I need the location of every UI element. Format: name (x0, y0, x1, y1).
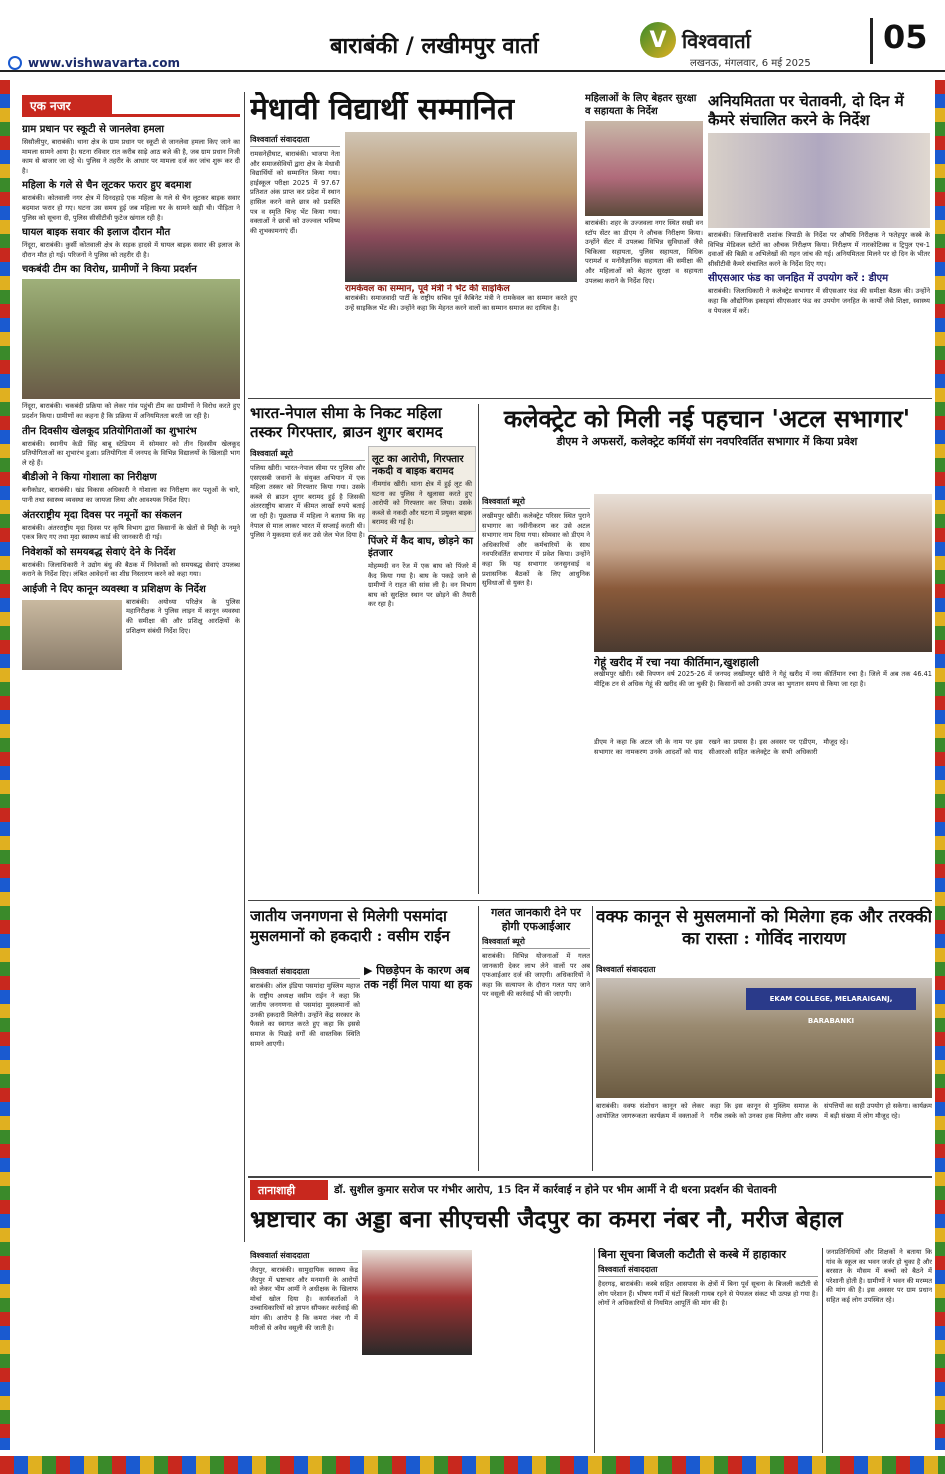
story-byline: विश्ववार्ता संवाददाता (250, 966, 360, 979)
ig-meeting-photo (22, 600, 122, 670)
brief-body: बाराबंकी। कोतवाली नगर क्षेत्र में दिनदहाड़े एक महिला के गले से चैन लूटकर बाइक सवार बदमाश फरार हो गए। घटना उस समय हुई जब महिला घर के सामने खड़ी थी। पीड़िता ने पुलिस को सूचना दी, पुलिस सीसीटीवी फुटेज खंगाल रही है। (22, 194, 240, 222)
story-body: हैदरगढ़, बाराबंकी। कस्बे सहित आसपास के क्षेत्रों में बिना पूर्व सूचना के बिजली कटौती से लोग परेशान हैं। भीषण गर्मी में घंटों बिजली गायब रहने से पेयजल संकट भी उत्पन्न हो गया है। लोगों ने अधिकारियों से नियमित आपूर्ति की मांग की है। (598, 1280, 818, 1308)
story-headline: महिलाओं के लिए बेहतर सुरक्षा व सहायता के निर्देश (585, 93, 697, 117)
section-divider (248, 1176, 932, 1178)
sp-caption-block (345, 284, 577, 348)
column-divider (594, 1248, 595, 1453)
story-power (598, 1248, 818, 1453)
story-body: जैदपुर, बाराबंकी। सामुदायिक स्वास्थ्य केंद्र जैदपुर में भ्रष्टाचार और मनमानी के आरोपों को लेकर भीम आर्मी ने अधीक्षक के खिलाफ मोर्चा खोल दिया है। कार्यकर्ताओं ने उच्चाधिकारियों को ज्ञापन सौंपकर कार्रवाई की मांग की। आरोप है कि कमरा नंबर नौ में मरीजों से अवैध वसूली की जाती है। (250, 1266, 358, 1332)
story-right-bottom (826, 1248, 932, 1453)
section-divider (248, 900, 932, 901)
logo-icon: V (640, 22, 676, 58)
sub-headline: लूट का आरोपी, गिरफ्तार नकदी व बाइक बरामद (372, 454, 464, 477)
strip-text: डॉ. सुशील कुमार सरोज पर गंभीर आरोप, 15 दिन में कार्रवाई न होने पर भीम आर्मी ने दी धरना प्रदर्शन की चेतावनी (334, 1184, 777, 1196)
story-body: जनप्रतिनिधियों और शिक्षकों ने बताया कि गांव के स्कूल का भवन जर्जर हो चुका है और बरसात के मौसम में बच्चों को बैठने में परेशानी होती है। ग्रामीणों ने भवन की मरम्मत की मांग की है। इस अवसर पर ग्राम प्रधान सहित कई लोग उपस्थित रहे। (826, 1248, 932, 1304)
brief-headline: महिला के गले से चैन लूटकर फरार हुए बदमाश (22, 180, 192, 192)
brief-headline: तीन दिवसीय खेलकूद प्रतियोगिताओं का शुभारंभ (22, 425, 197, 437)
story-body: बाराबंकी। शहर के उज्जवला नगर स्थित सखी वन स्टॉप सेंटर का डीएम ने औचक निरीक्षण किया। उन्होंने सेंटर में उपलब्ध विभिन्न सुविधाओं जैसे चिकित्सा सहायता, पुलिस सहायता, विधिक परामर्श व मनोवैज्ञानिक सहायता की समीक्षा की और महिलाओं को बेहतर सुरक्षा व सहायता उपलब्ध कराने के निर्देश दिए। (585, 219, 703, 285)
brief-item (22, 584, 240, 636)
story-body: पलिया खीरी। भारत-नेपाल सीमा पर पुलिस और एसएसबी जवानों के संयुक्त अभियान में एक महिला तस्कर को गिरफ्तार किया गया। उसके कब्जे से ब्राउन शुगर बरामद हुई है जिसकी अंतरराष्ट्रीय बाजार में कीमत लाखों रुपये बताई जा रही है। पूछताछ में महिला ने बताया कि वह नेपाल से माल लाकर भारत में सप्लाई करती थी। पुलिस ने मुकदमा दर्ज कर उसे जेल भेज दिया है। (250, 464, 365, 540)
sub-body: बाराबंकी। जिलाधिकारी ने कलेक्ट्रेट सभागार में सीएसआर फंड की समीक्षा बैठक की। उन्होंने कहा कि औद्योगिक इकाइयां सीएसआर फंड का उपयोग जनहित के कार्यों जैसे शिक्षा, स्वास्थ्य व पेयजल में करें। (708, 287, 930, 315)
story-body: बाराबंकी। वक्फ संशोधन कानून को लेकर आयोजित जागरूकता कार्यक्रम में वक्ताओं ने कहा कि इस कानून से मुस्लिम समाज के गरीब तबके को उनका हक मिलेगा और वक्फ संपत्तियों का सही उपयोग हो सकेगा। कार्यक्रम में बड़ी संख्या में लोग मौजूद रहे। (596, 1102, 932, 1120)
brief-headline: बीडीओ ने किया गोशाला का निरीक्षण (22, 472, 157, 484)
story-caste (250, 906, 475, 962)
brief-body: सिसौलीपुर, बाराबंकी। थाना क्षेत्र के ग्राम प्रधान पर स्कूटी से जानलेवा हमला किए जाने का मामला सामने आया है। घटना रविवार रात करीब साढ़े आठ बजे की है, जब ग्राम प्रधान निजी काम से बाजार जा रहे थे। पुलिस ने तहरीर के आधार पर मामला दर्ज कर जांच शुरू कर दी है। (22, 138, 240, 175)
website-link[interactable] (8, 56, 180, 70)
caste-quote (364, 964, 474, 1169)
meritorious-text (250, 132, 340, 347)
brief-headline: ग्राम प्रधान पर स्कूटी से जानलेवा हमला (22, 124, 164, 135)
brief-headline: अंतरराष्ट्रीय मृदा दिवस पर नमूनों का संकलन (22, 509, 182, 521)
pull-quote: ▶ पिछड़ेपन के कारण अब तक नहीं मिल पाया था हक (364, 964, 473, 991)
atal-sabhagar-photo (594, 494, 932, 652)
masthead (0, 0, 945, 72)
bhim-army-photo (362, 1250, 472, 1355)
sub-headline: सीएसआर फंड का जनहित में उपयोग करें : डीएम (708, 273, 889, 285)
event-banner: EKAM COLLEGE, MELARAIGANJ, BARABANKI (746, 988, 916, 1010)
brief-item (22, 180, 240, 223)
logo-text: विश्ववार्ता (682, 28, 751, 53)
wheat-story (594, 656, 932, 736)
story-body: बाराबंकी। विभिन्न योजनाओं में गलत जानकारी देकर लाभ लेने वालों पर अब एफआईआर दर्ज की जाएगी। अधिकारियों ने कहा कि सत्यापन के दौरान गलत पाए जाने पर वसूली की कार्रवाई भी की जाएगी। (482, 952, 590, 999)
brief-body: बनीकोडर, बाराबंकी। खंड विकास अधिकारी ने गोशाला का निरीक्षण कर पशुओं के चारे, पानी तथा स्वास्थ्य व्यवस्था का जायजा लिया और आवश्यक निर्देश दिए। (22, 486, 240, 504)
website-url: www.vishwavarta.com (28, 56, 180, 70)
medical-store-photo (708, 133, 930, 228)
right-border-decoration (935, 80, 945, 1450)
waqf-text (596, 1102, 932, 1170)
newspaper-logo (640, 22, 751, 58)
story-fir (482, 906, 590, 1171)
story-headline: मेधावी विद्यार्थी सम्मानित (250, 92, 515, 127)
page-number: 05 (870, 18, 940, 64)
story-byline: विश्ववार्ता संवाददाता (598, 1264, 818, 1277)
brief-headline: चकबंदी टीम का विरोध, ग्रामीणों ने किया प्रदर्शन (22, 264, 197, 276)
brief-headline: घायल बाइक सवार की इलाज दौरान मौत (22, 227, 171, 239)
story-body-continued: डीएम ने कहा कि अटल जी के नाम पर इस सभागार का नामकरण उनके आदर्शों को याद रखने का प्रयास है। इस अवसर पर एडीएम, सीआरओ सहित कलेक्ट्रेट के सभी अधिकारी मौजूद रहे। (594, 738, 849, 756)
brief-item (22, 124, 240, 176)
felicitation-photo (345, 132, 577, 282)
strip-tag: तानाशाही (250, 1180, 328, 1200)
brief-item (22, 472, 240, 505)
loot-box (368, 446, 476, 532)
story-body: रामसनेहीघाट, बाराबंकी। भाजपा नेता और समाजसेवियों द्वारा क्षेत्र के मेधावी विद्यार्थियों को सम्मानित किया गया। हाईस्कूल परीक्षा 2025 में 97.67 प्रतिशत अंक प्राप्त कर प्रदेश में स्थान हासिल करने वाले छात्र को प्रशस्ति पत्र व स्मृति चिन्ह भेंट किया गया। वक्ताओं ने छात्रों को उज्ज्वल भविष्य की शुभकामनाएं दीं। (250, 150, 340, 235)
brief-body: बाराबंकी। जिलाधिकारी ने उद्योग बंधु की बैठक में निवेशकों को समयबद्ध सेवाएं उपलब्ध कराने के निर्देश दिए। लंबित आवेदनों का शीघ्र निस्तारण करने को कहा गया। (22, 560, 240, 579)
story-camera (708, 92, 930, 392)
story-byline: विश्ववार्ता ब्यूरो (482, 936, 590, 949)
story-tasker (250, 404, 475, 444)
atal-text-continued (594, 738, 932, 894)
sub-body: नीमगांव खीरी। थाना क्षेत्र में हुई लूट की घटना का पुलिस ने खुलासा करते हुए आरोपी को गिरफ्तार कर लिया। उसके कब्जे से नकदी और घटना में प्रयुक्त बाइक बरामद की गई है। (372, 480, 473, 527)
globe-icon (8, 56, 22, 70)
story-headline: बिना सूचना बिजली कटौती से कस्बे में हाहाकार (598, 1248, 787, 1261)
story-headline: भ्रष्टाचार का अड्डा बना सीएचसी जैदपुर का कमरा नंबर नौ, मरीज बेहाल (250, 1206, 843, 1233)
story-women-safety (585, 92, 703, 392)
caste-text (250, 964, 360, 1169)
brief-item (22, 510, 240, 543)
column-divider (478, 906, 479, 1171)
column-divider (822, 1248, 823, 1453)
story-byline: विश्ववार्ता संवाददाता (596, 964, 706, 976)
section-label-ek-nazar: एक नजर (22, 95, 112, 115)
brief-body: बाराबंकी। स्थानीय केडी सिंह बाबू स्टेडियम में सोमवार को तीन दिवसीय खेलकूद प्रतियोगिताओं का शुभारंभ हुआ। प्रतियोगिता में जनपद के विभिन्न विद्यालयों के खिलाड़ी भाग ले रहे हैं। (22, 439, 240, 467)
section-divider (248, 398, 932, 399)
story-chc (250, 1205, 932, 1245)
loot-story (368, 446, 476, 891)
story-headline: गलत जानकारी देने पर होगी एफआईआर (491, 906, 581, 933)
story-headline: भारत-नेपाल सीमा के निकट महिला तस्कर गिरफ्तार, ब्राउन शुगर बरामद (250, 404, 443, 441)
story-headline: कलेक्ट्रेट को मिली नई पहचान 'अटल सभागार' (503, 404, 911, 433)
story-body: बाराबंकी। जिलाधिकारी शशांक त्रिपाठी के निर्देश पर औषधि निरीक्षक ने फतेहपुर कस्बे के विभिन्न मेडिकल स्टोरों का औचक निरीक्षण किया। निरीक्षण में नारकोटिक्स व ट्रिपुल एच-1 दवाओं की बिक्री व अभिलेखों की गहन जांच की गई। अनियमितता मिलने पर दो दिन के भीतर सीसीटीवी कैमरे संचालित करने के निर्देश दिए गए। (708, 231, 930, 268)
footer-decoration (0, 1456, 945, 1474)
brief-body: बाराबंकी। अंतरराष्ट्रीय मृदा दिवस पर कृषि विभाग द्वारा किसानों के खेतों से मिट्टी के नमूने एकत्र किए गए तथा मृदा स्वास्थ्य कार्ड की जानकारी दी गई। (22, 523, 240, 542)
caption-body: बाराबंकी। समाजवादी पार्टी के राष्ट्रीय सचिव पूर्व कैबिनेट मंत्री ने रामकेवल का सम्मान करते हुए उन्हें साइकिल भेंट की। उन्होंने कहा कि मेहनत करने वालों का सम्मान समाज का दायित्व है। (345, 294, 577, 312)
brief-item (22, 547, 240, 580)
tiger-headline: पिंजरे में कैद बाघ, छोड़ने का इंतजार (368, 535, 473, 559)
story-byline: विश्ववार्ता संवाददाता (250, 134, 340, 147)
brief-item (22, 264, 240, 421)
story-body: बाराबंकी। ऑल इंडिया पसमांदा मुस्लिम महाज के राष्ट्रीय अध्यक्ष वसीम राईन ने कहा कि जातीय जनगणना से पसमांदा मुसलमानों को उनकी हकदारी मिलेगी। उन्होंने केंद्र सरकार के फैसले का स्वागत करते हुए कहा कि इससे समाज के पिछड़े वर्गों की वास्तविक स्थिति सामने आएगी। (250, 982, 360, 1048)
tasker-text (250, 446, 365, 891)
waqf-event-photo (596, 978, 932, 1098)
brief-body: निंदूरा, बाराबंकी। कुर्सी कोतवाली क्षेत्र के सड़क हादसे में घायल बाइक सवार की इलाज के दौरान मौत हो गई। परिजनों ने पुलिस को तहरीर दी है। (22, 241, 240, 259)
publication-date: लखनऊ, मंगलवार, 6 मई 2025 (690, 58, 811, 69)
story-headline: वक्फ कानून से मुसलमानों को मिलेगा हक और तरक्की का रास्ता : गोविंद नारायण (596, 907, 932, 949)
story-headline: जातीय जनगणना से मिलेगी पसमांदा मुसलमानों को हकदारी : वसीम राईन (250, 907, 450, 945)
story-headline: गेहूं खरीद में रचा नया कीर्तिमान,खुशहाली (594, 656, 759, 669)
section-title: बाराबंकी / लखीमपुर वार्ता (330, 33, 539, 59)
story-atal (482, 404, 932, 494)
column-divider (478, 404, 479, 894)
protest-photo (22, 279, 240, 399)
brief-headline: आईजी ने दिए कानून व्यवस्था व प्रशिक्षण के निर्देश (22, 583, 206, 595)
story-byline: विश्ववार्ता ब्यूरो (482, 496, 590, 509)
column-divider (244, 92, 245, 1242)
brief-item (22, 426, 240, 469)
story-body: लखीमपुर खीरी। रबी विपणन वर्ष 2025-26 में जनपद लखीमपुर खीरी ने गेहूं खरीद में नया कीर्तिमान रचा है। जिले में अब तक 46.41 मीट्रिक टन से अधिक गेहूं की खरीद की जा चुकी है। किसानों को उनकी उपज का भुगतान समय से किया जा रहा है। (594, 670, 932, 688)
chc-text (250, 1248, 358, 1453)
story-byline: विश्ववार्ता ब्यूरो (250, 448, 365, 461)
brief-body: बाराबंकी। अयोध्या परिक्षेत्र के पुलिस महानिरीक्षक ने पुलिस लाइन में कानून व्यवस्था की समीक्षा की और प्रशिक्षु आरक्षियों के प्रशिक्षण संबंधी निर्देश दिए। (126, 597, 240, 635)
brief-item (22, 227, 240, 260)
story-waqf (596, 906, 932, 962)
column-divider (592, 906, 593, 1171)
story-byline: विश्ववार्ता संवाददाता (250, 1250, 358, 1263)
story-headline: अनियमितता पर चेतावनी, दो दिन में कैमरे संचालित करने के निर्देश (708, 92, 904, 129)
onestop-centre-photo (585, 121, 703, 216)
story-body: लखीमपुर खीरी। कलेक्ट्रेट परिसर स्थित पुराने सभागार का नवीनीकरण कर उसे अटल सभागार नाम दिया गया। सोमवार को डीएम ने अधिकारियों और कर्मचारियों के साथ नवपरिवर्तित सभागार में प्रवेश किया। उन्होंने कहा कि यह सभागार जनसुनवाई व प्रशासनिक बैठकों के लिए आधुनिक सुविधाओं से युक्त है। (482, 512, 590, 588)
section-label-rule (22, 114, 240, 117)
strip-headline (334, 1180, 932, 1202)
waqf-byline (596, 962, 706, 976)
brief-headline: निवेशकों को समयबद्ध सेवाएं देने के निर्देश (22, 546, 176, 558)
left-border-decoration (0, 80, 10, 1450)
tiger-body: मोहम्मदी वन रेंज में एक बाघ को पिंजरे में कैद किया गया है। बाघ के पकड़े जाने से ग्रामीणों ने राहत की सांस ली है। वन विभाग बाघ को सुरक्षित स्थान पर छोड़ने की तैयारी कर रहा है। (368, 561, 476, 609)
brief-body: निंदूरा, बाराबंकी। चकबंदी प्रक्रिया को लेकर गांव पहुंची टीम का ग्रामीणों ने विरोध करते हुए प्रदर्शन किया। ग्रामीणों का कहना है कि प्रक्रिया में अनियमितता बरती जा रही है। (22, 402, 240, 420)
briefs-column (22, 120, 240, 1250)
atal-text (482, 494, 590, 894)
story-subheadline: डीएम ने अफसरों, कलेक्ट्रेट कर्मियों संग नवपरिवर्तित सभागार में किया प्रवेश (556, 435, 858, 448)
photo-caption: रामकेवल का सम्मान, पूर्व मंत्री ने भेंट की साइकिल (345, 284, 510, 294)
